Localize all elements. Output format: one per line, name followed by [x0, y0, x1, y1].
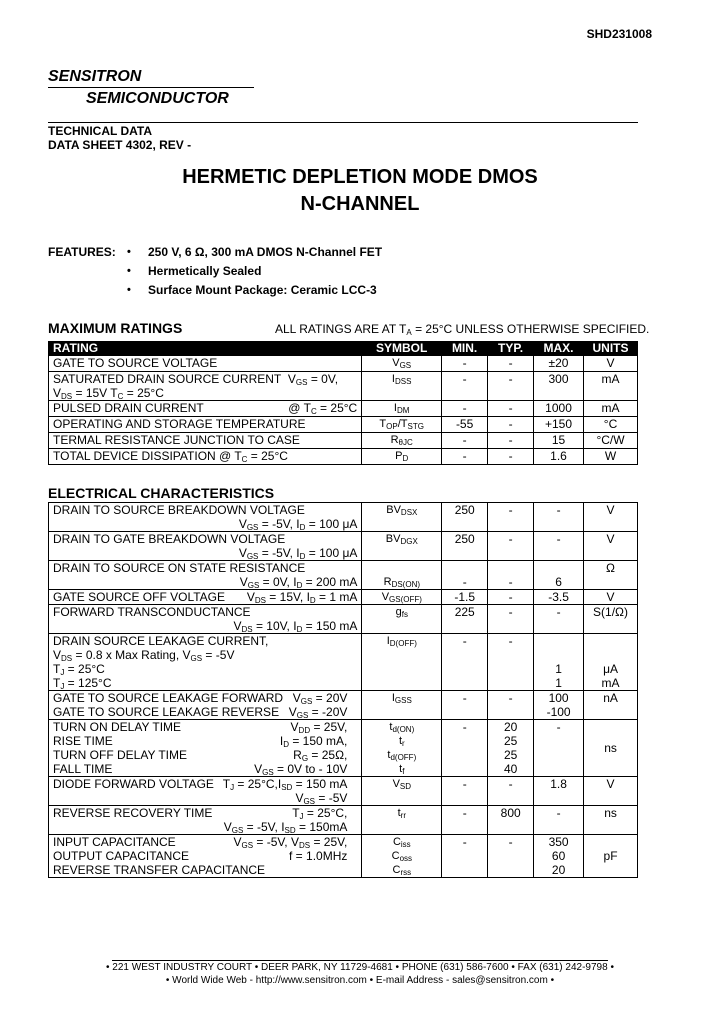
bullet-icon: •: [127, 265, 131, 277]
rating-min: -: [442, 449, 488, 465]
rating-units: °C/W: [584, 433, 638, 449]
table-row: [49, 532, 638, 561]
rating-typ: -: [488, 433, 534, 449]
rating-typ: -: [488, 356, 534, 372]
max-ratings-title: MAXIMUM RATINGS: [48, 320, 183, 336]
rating-symbol: $V_{GS}$: [362, 356, 442, 372]
rating-units: V: [584, 356, 638, 372]
param-max: -: [534, 532, 584, 561]
rating-min: -55: [442, 417, 488, 433]
param-symbol: $I_{D(OFF)}$: [362, 634, 442, 691]
rating-max: 300: [534, 372, 584, 401]
param-name: GATE SOURCE OFF VOLTAGE $V_{DS} = 15V$, $I_D = 1$ mA: [49, 590, 362, 605]
footer-rule: [112, 960, 608, 961]
rating-min: -: [442, 356, 488, 372]
rating-typ: -: [488, 401, 534, 417]
param-units: V: [584, 777, 638, 806]
param-max: -: [534, 720, 584, 777]
param-symbol: $BV_{DSX}$: [362, 503, 442, 532]
table-row: [49, 590, 638, 605]
param-units: V: [584, 590, 638, 605]
param-typ: -: [488, 503, 534, 532]
param-max: 350 60 20: [534, 835, 584, 878]
param-symbol: $t_{rr}$: [362, 806, 442, 835]
param-symbol: $BV_{DGX}$: [362, 532, 442, 561]
table-row: [49, 806, 638, 835]
param-units: nA: [584, 691, 638, 720]
rating-name: GATE TO SOURCE VOLTAGE: [49, 356, 362, 372]
data-sheet-label: DATA SHEET 4302, REV -: [48, 138, 192, 152]
rating-max: ±20: [534, 356, 584, 372]
max-ratings-table: [48, 341, 638, 465]
param-units: Ω: [584, 561, 638, 590]
param-min: -: [442, 835, 488, 878]
param-name: FORWARD TRANSCONDUCTANCE $V_{DS} = 10V$, $I_D = 150$ mA: [49, 605, 362, 634]
param-max: -: [534, 806, 584, 835]
footer-address: • 221 WEST INDUSTRY COURT • DEER PARK, NY 11729-4681 • PHONE (631) 586-7600 • FAX (631) 242-9798 •: [106, 962, 614, 973]
rating-units: mA: [584, 372, 638, 401]
param-typ: -: [488, 777, 534, 806]
param-typ: -: [488, 691, 534, 720]
param-min: -: [442, 806, 488, 835]
footer-contact: • World Wide Web - http://www.sensitron.com • E-mail Address - sales@sensitron.com •: [165, 975, 555, 986]
rating-max: +150: [534, 417, 584, 433]
rating-typ: -: [488, 449, 534, 465]
param-units: pF: [584, 835, 638, 878]
rating-symbol: $P_D$: [362, 449, 442, 465]
rating-max: 1.6: [534, 449, 584, 465]
table-header-row: [49, 342, 638, 356]
param-name: DRAIN TO SOURCE ON STATE RESISTANCE $V_{GS} = 0V$, $I_D = 200$ mA: [49, 561, 362, 590]
param-name: DRAIN SOURCE LEAKAGE CURRENT, $V_{DS} = 0.8$ x Max Rating, $V_{GS} = -5V$ $T_J = 25^\circ C$ $T_J = 125^\circ C$: [49, 634, 362, 691]
table-row: [49, 401, 638, 417]
features-label: FEATURES:: [48, 245, 116, 259]
param-name: DRAIN TO GATE BREAKDOWN VOLTAGE $V_{GS} = -5V$, $I_D = 100$ μA: [49, 532, 362, 561]
header-typ: TYP.: [488, 342, 534, 356]
param-min: -: [442, 720, 488, 777]
param-min: -: [442, 561, 488, 590]
param-typ: 800: [488, 806, 534, 835]
table-row: [49, 417, 638, 433]
param-max: -3.5: [534, 590, 584, 605]
table-row: [49, 720, 638, 777]
rating-symbol: $I_{DM}$: [362, 401, 442, 417]
param-typ: -: [488, 835, 534, 878]
header-rule: [48, 122, 638, 123]
rating-min: -: [442, 433, 488, 449]
param-typ: -: [488, 561, 534, 590]
rating-symbol: $R_{\theta JC}$: [362, 433, 442, 449]
param-name: TURN ON DELAY TIME $V_{DD} = 25V$, RISE TIME $I_D = 150$ mA, TURN OFF DELAY TIME $R_G = 25\Omega$, FALL TIME $V_{GS} = 0V$ to - 10V: [49, 720, 362, 777]
bullet-icon: •: [127, 284, 131, 296]
rating-typ: -: [488, 372, 534, 401]
electrical-title: ELECTRICAL CHARACTERISTICS: [48, 485, 275, 501]
document-number: SHD231008: [586, 27, 652, 41]
logo-divider: [48, 87, 254, 88]
table-row: [49, 356, 638, 372]
header-min: MIN.: [442, 342, 488, 356]
param-units: ns: [584, 806, 638, 835]
param-units: S(1/Ω): [584, 605, 638, 634]
param-name: REVERSE RECOVERY TIME $T_J = 25^\circ C$, $V_{GS} = -5V$, $I_{SD} = 150mA$: [49, 806, 362, 835]
table-row: [49, 691, 638, 720]
table-row: [49, 433, 638, 449]
header-units: UNITS: [584, 342, 638, 356]
feature-item: Hermetically Sealed: [148, 264, 262, 278]
param-max: -: [534, 503, 584, 532]
table-row: [49, 835, 638, 878]
rating-max: 1000: [534, 401, 584, 417]
param-symbol: $C_{iss}$ $C_{oss}$ $C_{rss}$: [362, 835, 442, 878]
table-row: [49, 372, 638, 401]
feature-item: Surface Mount Package: Ceramic LCC-3: [148, 283, 377, 297]
rating-name: PULSED DRAIN CURRENT @ $T_C = 25^\circ C$: [49, 401, 362, 417]
param-typ: -: [488, 532, 534, 561]
param-name: DIODE FORWARD VOLTAGE $T_J = 25^\circ C,I_{SD} = 150$ mA $V_{GS} = -5V$: [49, 777, 362, 806]
feature-item: 250 V, 6 Ω, 300 mA DMOS N-Channel FET: [148, 245, 383, 259]
param-units: μA mA: [584, 634, 638, 691]
param-units: V: [584, 503, 638, 532]
electrical-table: [48, 502, 638, 878]
rating-name: TOTAL DEVICE DISSIPATION @ $T_C = 25^\circ C$: [49, 449, 362, 465]
param-name: GATE TO SOURCE LEAKAGE FORWARD $V_{GS} = 20V$ GATE TO SOURCE LEAKAGE REVERSE $V_{GS} = -20V$: [49, 691, 362, 720]
param-min: -1.5: [442, 590, 488, 605]
ratings-note: ALL RATINGS ARE AT $T_A = 25^\circ C$ UNLESS OTHERWISE SPECIFIED.: [275, 322, 650, 337]
rating-symbol: $T_{OP}/T_{STG}$: [362, 417, 442, 433]
param-max: 1 1: [534, 634, 584, 691]
header-max: MAX.: [534, 342, 584, 356]
rating-units: W: [584, 449, 638, 465]
param-name: INPUT CAPACITANCE $V_{GS} = -5V$, $V_{DS} = 25V$, OUTPUT CAPACITANCE f = 1.0MHz REVERSE TRANSFER CAPACITANCE: [49, 835, 362, 878]
param-max: 100 -100: [534, 691, 584, 720]
table-row: [49, 561, 638, 590]
param-max: 6: [534, 561, 584, 590]
param-min: 250: [442, 532, 488, 561]
header-rating: RATING: [49, 342, 362, 356]
param-min: -: [442, 777, 488, 806]
param-symbol: $V_{SD}$: [362, 777, 442, 806]
rating-name: OPERATING AND STORAGE TEMPERATURE: [49, 417, 362, 433]
rating-min: -: [442, 372, 488, 401]
rating-typ: -: [488, 417, 534, 433]
param-name: DRAIN TO SOURCE BREAKDOWN VOLTAGE $V_{GS} = -5V$, $I_D = 100$ μA: [49, 503, 362, 532]
param-max: -: [534, 605, 584, 634]
rating-symbol: $I_{DSS}$: [362, 372, 442, 401]
param-symbol: $t_{d(ON)}$ $t_r$ $t_{d(OFF)}$ $t_f$: [362, 720, 442, 777]
param-min: -: [442, 691, 488, 720]
param-symbol: $V_{GS(OFF)}$: [362, 590, 442, 605]
table-row: [49, 777, 638, 806]
param-symbol: $I_{GSS}$: [362, 691, 442, 720]
param-typ: 20 25 25 40: [488, 720, 534, 777]
param-max: 1.8: [534, 777, 584, 806]
table-row: [49, 605, 638, 634]
param-units: V: [584, 532, 638, 561]
param-min: 225: [442, 605, 488, 634]
param-symbol: $g_{fs}$: [362, 605, 442, 634]
rating-max: 15: [534, 433, 584, 449]
header-symbol: SYMBOL: [362, 342, 442, 356]
rating-min: -: [442, 401, 488, 417]
company-name-line2: SEMICONDUCTOR: [86, 90, 229, 107]
document-title: HERMETIC DEPLETION MODE DMOS: [182, 166, 538, 188]
table-row: [49, 634, 638, 691]
table-row: [49, 449, 638, 465]
document-subtitle: N-CHANNEL: [300, 193, 420, 215]
param-typ: -: [488, 605, 534, 634]
param-symbol: $R_{DS(ON)}$: [362, 561, 442, 590]
param-typ: -: [488, 590, 534, 605]
technical-data-label: TECHNICAL DATA: [48, 124, 152, 138]
bullet-icon: •: [127, 246, 131, 258]
company-name-line1: SENSITRON: [48, 68, 142, 85]
rating-name: TERMAL RESISTANCE JUNCTION TO CASE: [49, 433, 362, 449]
param-units: ns: [584, 720, 638, 777]
param-typ: -: [488, 634, 534, 691]
rating-name: SATURATED DRAIN SOURCE CURRENT $V_{GS} = 0V$, $V_{DS} = 15V$ $T_C = 25^\circ C$: [49, 372, 362, 401]
rating-units: °C: [584, 417, 638, 433]
rating-units: mA: [584, 401, 638, 417]
param-min: -: [442, 634, 488, 691]
param-min: 250: [442, 503, 488, 532]
table-row: [49, 503, 638, 532]
